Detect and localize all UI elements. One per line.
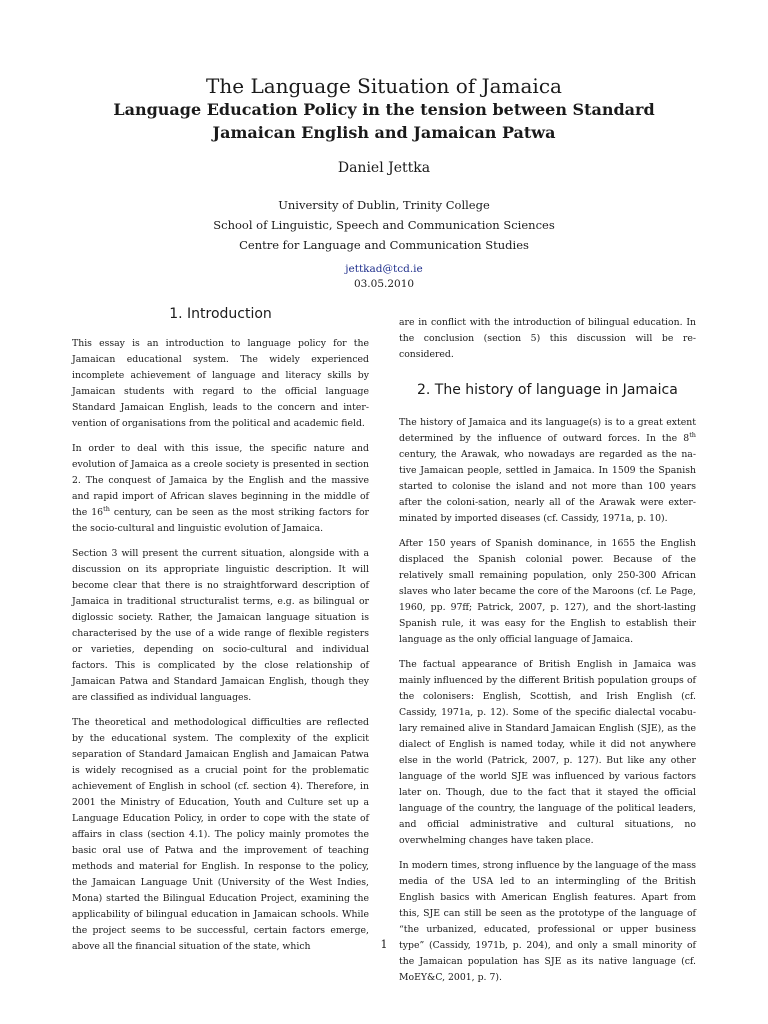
intro-paragraph-4-continued: are in conflict with the introduction of bilingual education. In the conclusion (section 5) this discussion will be re-considered. [399,317,696,360]
paper-title: The Language Situation of Jamaica [206,74,562,98]
section-heading-introduction: 1. Introduction [169,306,272,322]
affiliation-centre: Centre for Language and Communication Studies [239,238,529,252]
right-column [399,315,696,995]
section-heading-history: 2. The history of language in Jamaica [417,382,678,398]
author-name: Daniel Jettka [337,160,431,176]
history-paragraph-3: The factual appearance of British English in Jamaica was mainly influenced by the different British population groups of the colonisers: English, Scottish, and Irish English (cf. Cassidy, 1971a, p. 12). Some of the specific dialectal vocabu-lary remained alive in Standard Jamaican English (SJE), as the dialect of English is named today, while it did not anywhere else in the world (Patrick, 2007, p. 127). But like any other language of the world SJE was influenced by various factors later on. Though, due to the fact that it stayed the official language of the country, the language of the political leaders, and official administrative and cultural situations, no overwhelming changes have taken place. [399,659,696,846]
intro-paragraph-4: The theoretical and methodological difficulties are reflected by the educational system. The complexity of the explicit separation of Standard Jamaican English and Jamaican Patwa is widely recognised as a crucial point for the problematic achievement of English in school (cf. section 4). Therefore, in 2001 the Ministry of Education, Youth and Culture set up a Language Education Policy, in order to cope with the state of affairs in class (section 4.1). The policy mainly promotes the basic oral use of Patwa and the improvement of teaching methods and material for English. In response to the policy, the Jamaican Language Unit (University of the West Indies, Mona) started the Bilingual Education Project, examining the applicability of bilingual education in Jamaican schools. While the project seems to be successful, certain factors emerge, above all the financial situation of the state, which [72,717,369,952]
history-paragraph-4: In modern times, strong influence by the language of the mass media of the USA led to an intermingling of the British English basics with American English features. Apart from this, SJE can still be seen as the prototype of the language of “the urbanized, educated, professional or upper business type” (Cassidy, 1971b, p. 204), and only a small minority of the Jamaican population has SJE as its native language (cf. MoEY&C, 2001, p. 7). [399,860,696,983]
history-paragraph-1: The history of Jamaica and its language(s) is to a great extent determined by the influence of outward forces. In the 8th century, the Arawak, who nowadays are regarded as the na-tive Jamaican people, settled in Jamaica. In 1509 the Spanish started to colonise the island and not more than 100 years after the coloni-sation, nearly all of the Arawak were exter-minated by imported diseases (cf. Cassidy, 1971a, p. 10). [399,417,696,524]
left-column [72,303,369,964]
paper-subtitle: Language Education Policy in the tension between Standard Jamaican English and Jamaican Patwa [113,100,655,142]
history-paragraph-2: After 150 years of Spanish dominance, in 1655 the English displaced the Spanish colonial power. Because of the relatively small remaining population, only 250-300 African slaves who later became the core of the Maroons (cf. Le Page, 1960, pp. 97ff; Patrick, 2007, p. 127), and the short-lasting Spanish rule, it was easy for the English to establish their language as the only official language of Jamaica. [399,538,696,645]
intro-paragraph-2: In order to deal with this issue, the specific nature and evolution of Jamaica as a creole society is presented in section 2. The conquest of Jamaica by the English and the massive and rapid import of African slaves beginning in the middle of the 16th century, can be seen as the most striking factors for the socio-cultural and linguistic evolution of Jamaica. [72,443,369,534]
author-email[interactable]: jettkad@tcd.ie [345,263,423,275]
intro-paragraph-1: This essay is an introduction to language policy for the Jamaican educational system. The widely experienced incomplete achievement of language and literacy skills by Jamaican students with regard to the official language Standard Jamaican English, leads to the concern and inter-vention of organisations from the political and academic field. [72,338,369,429]
affiliation-university: University of Dublin, Trinity College [278,198,490,212]
affiliation-school: School of Linguistic, Speech and Communication Sciences [213,218,555,232]
paper-date: 03.05.2010 [353,278,415,290]
affiliations [0,195,768,255]
page-number: 1 [380,938,388,951]
intro-paragraph-3: Section 3 will present the current situation, alongside with a discussion on its appropriate linguistic description. It will become clear that there is no straightforward description of Jamaica in traditional structuralist terms, e.g. as bilingual or diglossic society. Rather, the Jamaican language situation is characterised by the use of a wide range of flexible registers or varieties, depending on socio-cultural and individual factors. This is complicated by the close relationship of Jamaican Patwa and Standard Jamaican English, though they are classified as individual languages. [72,548,369,703]
